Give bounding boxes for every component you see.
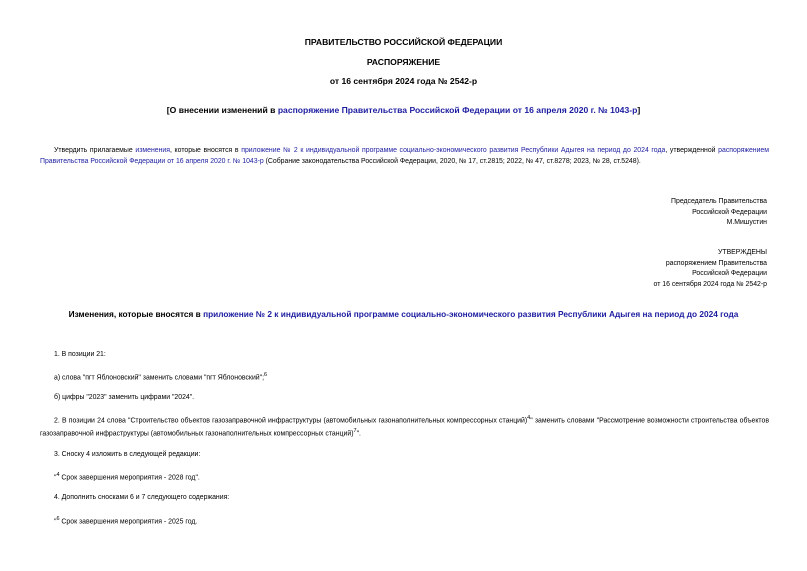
changes-link[interactable]: изменения bbox=[135, 147, 170, 154]
document-title bbox=[0, 105, 807, 115]
government-heading: ПРАВИТЕЛЬСТВО РОССИЙСКОЙ ФЕДЕРАЦИИ bbox=[304, 37, 503, 47]
approved-block: УТВЕРЖДЕНЫ распоряжением Правительства Российской Федерации от 16 сентября 2024 года № 2542-р bbox=[653, 249, 767, 288]
item-1a: а) слова "пгт Яблоновский" заменить словами "пгт Яблоновский";$^6$ bbox=[54, 372, 268, 382]
title-close: ] bbox=[637, 105, 641, 115]
item-3: 3. Сноску 4 изложить в следующей редакции: bbox=[54, 451, 201, 458]
title-link[interactable]: распоряжение Правительства Российской Федерации от 16 апреля 2020 г. № 1043-р bbox=[277, 105, 638, 115]
order-link[interactable]: распоряжением Правительства Российской Федерации от 16 апреля 2020 г. № 1043-р bbox=[40, 147, 769, 165]
footnote-mark-7: 7 bbox=[353, 428, 357, 435]
title-open: [О внесении изменений в bbox=[166, 105, 278, 115]
footnote-4-text: "$^4$ Срок завершения мероприятия - 2028 год". bbox=[54, 472, 200, 482]
item-1b: б) цифры "2023" заменить цифрами "2024". bbox=[54, 394, 195, 401]
item-2: 2. В позиции 24 слова "Строительство объектов газозаправочной инфраструктуры (автомобильных газонаполнительных компрессорных станций)$^4$" заменить словами "Рассмотрение возможности строительства объектов газозаправочной инфраструктуры (автомобильных газонаполнительных компрессорных станций)$^7$". bbox=[40, 415, 769, 438]
item-1: 1. В позиции 21: bbox=[54, 351, 106, 358]
changes-title: Изменения, которые вносятся в приложение № 2 к индивидуальной программе социально-экономического развития Республики Адыгея на период до 2024 года bbox=[68, 309, 739, 319]
footnote-6-text: "$^6$ Срок завершения мероприятия - 2025 год. bbox=[54, 516, 198, 526]
appendix-link[interactable]: приложение № 2 к индивидуальной программе социально-экономического развития Республики Адыгея на период до 2024 года bbox=[241, 147, 666, 154]
footnote-mark-6: 6 bbox=[264, 372, 268, 378]
document-date-number: от 16 сентября 2024 года № 2542-р bbox=[329, 76, 478, 86]
document-type: РАСПОРЯЖЕНИЕ bbox=[366, 57, 441, 67]
changes-title-link[interactable]: приложение № 2 к индивидуальной программе социально-экономического развития Республики Адыгея на период до 2024 года bbox=[203, 309, 739, 319]
item-4: 4. Дополнить сносками 6 и 7 следующего содержания: bbox=[54, 494, 230, 501]
footnote-mark-4: 4 bbox=[527, 415, 531, 421]
signature-block: Председатель Правительства Российской Федерации М.Мишустин bbox=[671, 198, 767, 226]
intro-paragraph: Утвердить прилагаемые изменения, которые вносятся в приложение № 2 к индивидуальной программе социально-экономического развития Республики Адыгея на период до 2024 года, утвержденной распоряжением Правительства Российской Федерации от 16 апреля 2020 г. № 1043-р (Собрание законодательства Российской Федерации, 2020, № 17, ст.2815; 2022, № 47, ст.8278; 2023, № 28, ст.5248). bbox=[40, 147, 769, 165]
